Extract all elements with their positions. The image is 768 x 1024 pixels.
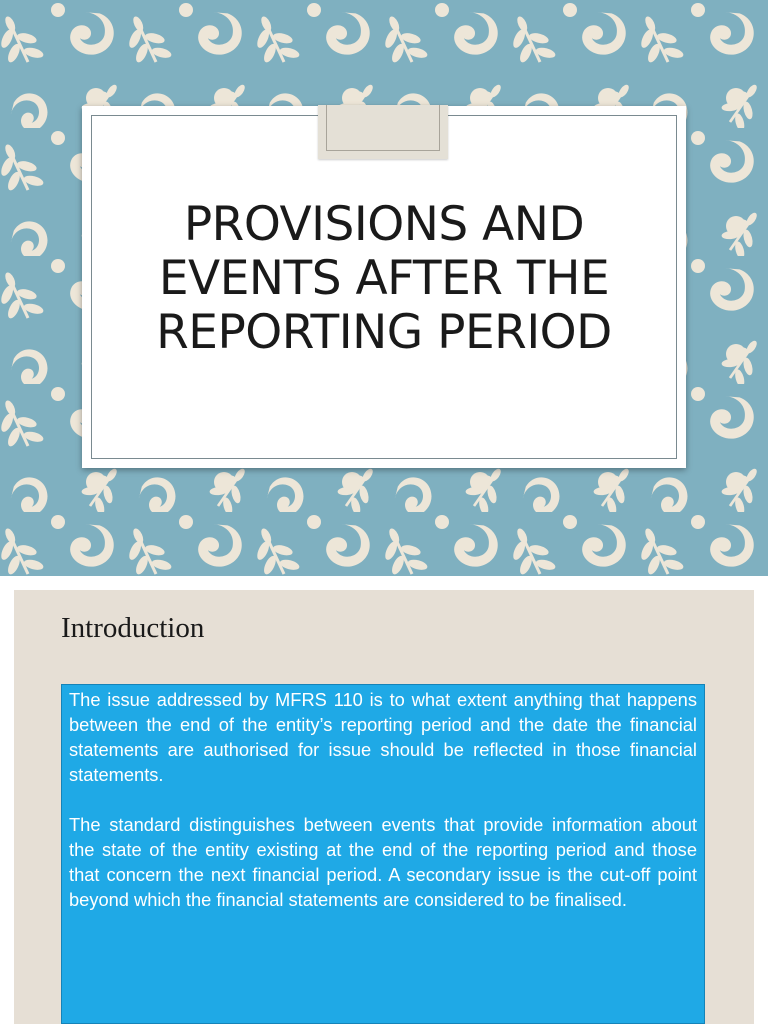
title-line-2: EVENTS AFTER THE (158, 251, 610, 306)
title-line-1: PROVISIONS AND (183, 197, 585, 252)
text-box (61, 684, 705, 1024)
paragraph-1: The issue addressed by MFRS 110 is to what extent anything that happens between the end of the entity’s reporting period and the date the financial statements are authorised for issue should be reflected in those financial statements. (69, 689, 697, 785)
title-line-3: REPORTING PERIOD (156, 305, 612, 360)
introduction-slide (14, 590, 754, 1024)
slide-title (92, 198, 676, 360)
slide-heading: Introduction (61, 612, 205, 644)
paragraph-2: The standard distinguishes between events that provide information about the state of the entity existing at the end of the reporting period and those that concern the next financial period. A secondary issue is the cut-off point beyond which the financial statements are considered to be finalised. (69, 814, 697, 910)
tape-decoration (318, 105, 448, 159)
